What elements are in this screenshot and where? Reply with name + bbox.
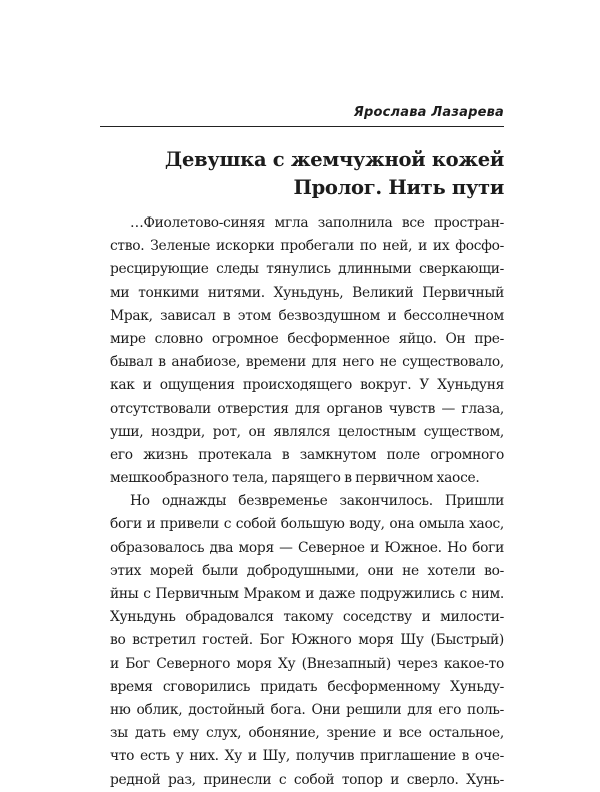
text-line: уши, ноздри, рот, он являлся целостным существом, [110, 423, 504, 440]
paragraph [110, 490, 504, 791]
chapter-subtitle-line: Пролог. Нить пути [293, 176, 504, 199]
text-line: …Фиолетово-синяя мгла заполнила все простран- [130, 215, 504, 231]
text-line: ню облик, достойный бога. Они решили для его поль- [110, 701, 504, 718]
text-line: мире словно огромное бесформенное яйцо. Он пре- [110, 330, 504, 347]
text-line: отсутствовали отверстия для органов чувств — глаза, [110, 400, 504, 417]
chapter-title-line: Девушка с жемчужной кожей [164, 148, 504, 171]
text-line: бывал в анабиозе, времени для него не существовало, [110, 354, 504, 371]
text-line: как и ощущения происходящего вокруг. У Хуньдуня [110, 377, 504, 394]
text-line: ство. Зеленые искорки пробегали по ней, и их фосфо- [110, 238, 504, 255]
text-line: Но однажды безвременье закончилось. Пришли [130, 493, 504, 510]
text-line: и Бог Северного моря Ху (Внезапный) через какое-то [110, 655, 504, 672]
text-line: редной раз, принесли с собой топор и сверло. Хунь- [110, 771, 504, 788]
text-line: йны с Первичным Мраком и даже подружились с ним. [110, 586, 504, 602]
body-text [110, 212, 504, 792]
text-line: его жизнь протекала в замкнутом поле огромного [110, 446, 504, 463]
text-line: зы дать ему слух, обоняние, зрение и все остальное, [110, 725, 504, 742]
paragraph [110, 212, 504, 490]
text-line: ми тонкими нитями. Хуньдунь, Великий Первичный [110, 284, 504, 301]
text-line: время сговорились придать бесформенному Хуньду- [110, 678, 504, 695]
text-line: этих морей были добродушными, они не хотели во- [110, 562, 504, 579]
text-line: Хуньдунь обрадовался такому соседству и милости- [110, 609, 504, 626]
text-line: мешкообразного тела, парящего в первичном хаосе. [110, 470, 480, 487]
running-header-author: Ярослава Лазарева [100, 104, 504, 127]
text-line: что есть у них. Ху и Шу, получив приглашение в оче- [110, 748, 504, 765]
text-line: ресцирующие следы тянулись длинными сверкающи- [110, 261, 504, 278]
text-line: во встретил гостей. Бог Южного моря Шу (Быстрый) [110, 632, 504, 649]
text-line: боги и привели с собой большую воду, она омыла хаос, [110, 516, 504, 533]
text-line: образовалось два моря — Северное и Южное. Но боги [110, 539, 504, 556]
chapter-title [100, 146, 504, 202]
text-line: Мрак, зависал в этом безвоздушном и бессолнечном [110, 307, 504, 324]
